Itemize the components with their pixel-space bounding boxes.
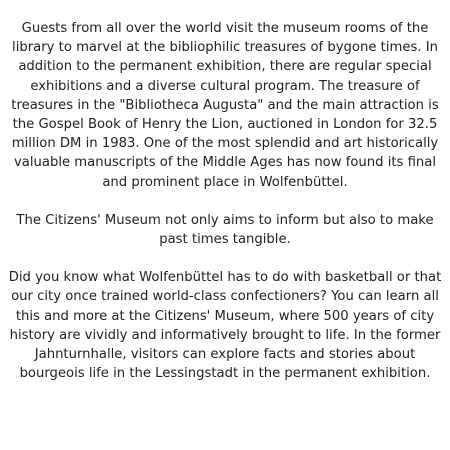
paragraph-spacer [8, 192, 442, 211]
article-text [8, 19, 442, 383]
paragraph-citizens-museum-details: Did you know what Wolfenbüttel has to do with basketball or that our city once trained world-class confectioners? You can learn all this and more at the Citizens' Museum, where 500 years of city history are vividly and informatively brought to life. In the former Jahnturnhalle, visitors can explore facts and stories about bourgeois life in the Lessingstadt in the permanent exhibition. [8, 270, 442, 382]
paragraph-citizens-museum-intro: The Citizens' Museum not only aims to inform but also to make past times tangible. [16, 212, 434, 248]
paragraph-spacer [8, 249, 442, 268]
paragraph-library-museum: Guests from all over the world visit the museum rooms of the library to marvel at the bibliophilic treasures of bygone times. In addition to the permanent exhibition, there are regular special exhibitions and a diverse cultural program. The treasure of treasures in the "Bibliotheca Augusta" and the main attraction is the Gospel Book of Henry the Lion, auctioned in London for 32.5 million DM in 1983. One of the most splendid and art historically valuable manuscripts of the Middle Ages has now found its final and prominent place in Wolfenbüttel. [11, 21, 439, 190]
